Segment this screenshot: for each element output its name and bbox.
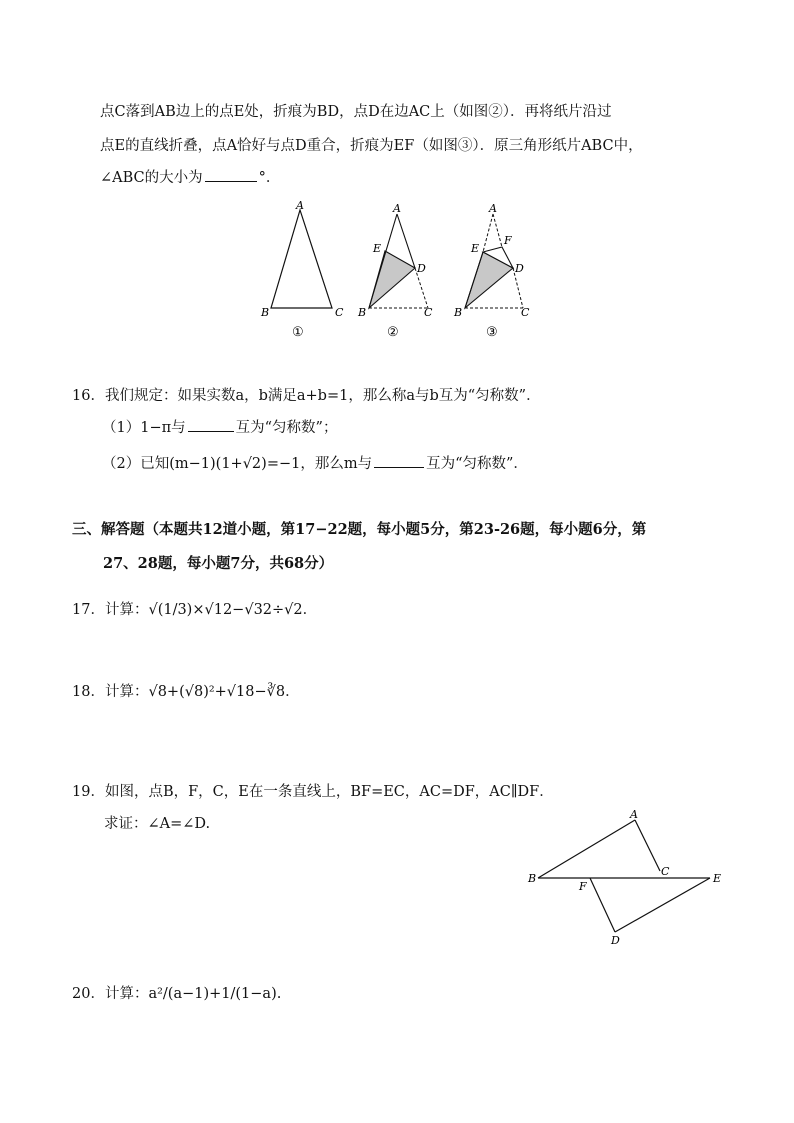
q16-stem xyxy=(72,384,541,405)
answer-blank xyxy=(374,466,424,468)
q19-label-b: B xyxy=(528,872,537,885)
q19-label-c: C xyxy=(661,865,670,878)
q19-number: 19． xyxy=(72,784,105,800)
fig3-label-f: F xyxy=(504,234,512,247)
q16-number: 16． xyxy=(72,388,105,404)
answer-blank xyxy=(188,430,234,432)
q15-line1: 点C落到AB边上的点E处，折痕为BD，点D在边AC上（如图②）．再将纸片沿过 xyxy=(100,104,612,120)
fig1-label-c: C xyxy=(335,306,344,319)
section-3-title: 三、解答题（本题共12道小题，第17−22题，每小题5分，第23-26题，每小题6分，第 xyxy=(72,521,647,538)
fold-figures xyxy=(255,198,545,348)
q19-figure xyxy=(520,806,730,952)
q17 xyxy=(72,598,317,619)
figure-2 xyxy=(357,202,433,340)
q16-sub2-pre: （2）已知(m−1)(1+√2)=−1，那么m与 xyxy=(102,456,373,472)
q15-line3 xyxy=(100,166,280,187)
q17-number: 17． xyxy=(72,602,105,618)
q17-label: 计算： xyxy=(104,602,149,618)
fig2-label-b: B xyxy=(358,306,367,319)
fig3-caption: ③ xyxy=(486,325,498,340)
q20-label: 计算： xyxy=(104,986,149,1002)
q18-label: 计算： xyxy=(104,684,149,700)
q16-text: 我们规定：如果实数a，b满足a+b=1，那么称a与b互为“匀称数”． xyxy=(104,388,541,404)
fig2-label-e: E xyxy=(373,242,382,255)
q15-line3-post: °． xyxy=(258,170,281,186)
q19-label-d: D xyxy=(611,934,620,947)
fig3-label-e: E xyxy=(471,242,480,255)
q18 xyxy=(72,680,300,701)
fig2-label-d: D xyxy=(417,262,426,275)
q18-number: 18． xyxy=(72,684,105,700)
fig1-caption: ① xyxy=(292,325,304,340)
q19-label-a: A xyxy=(630,808,638,821)
q19-stem xyxy=(72,780,554,801)
fig2-label-a: A xyxy=(393,202,401,215)
q19-label-f: F xyxy=(579,880,587,893)
q19-proof: 求证：∠A=∠D. xyxy=(104,816,211,832)
fig2-caption: ② xyxy=(387,325,399,340)
answer-blank xyxy=(205,180,257,182)
q16-sub1-pre: （1）1−π与 xyxy=(102,420,186,436)
q15-line3-pre: ∠ABC的大小为 xyxy=(100,170,203,186)
q20-expression: a²/(a−1)+1/(1−a). xyxy=(148,986,282,1002)
q19-text: 如图，点B，F，C，E在一条直线上，BF=EC，AC=DF，AC∥DF． xyxy=(104,784,554,800)
fig3-label-b: B xyxy=(454,306,463,319)
section-3-title-cont: 27、28题，每小题7分，共68分） xyxy=(103,555,334,572)
fig3-label-a: A xyxy=(489,202,497,215)
q19-label-e: E xyxy=(713,872,722,885)
q20 xyxy=(72,982,281,1003)
fig3-label-c: C xyxy=(521,306,530,319)
q20-number: 20． xyxy=(72,986,105,1002)
q18-expression: √8+(√8)²+√18−∛8． xyxy=(148,684,300,700)
q16-sub1-post: 互为“匀称数”； xyxy=(235,420,338,436)
fig1-label-a: A xyxy=(296,199,304,212)
fig2-label-c: C xyxy=(424,306,433,319)
fig3-label-d: D xyxy=(515,262,524,275)
q15-line2: 点E的直线折叠，点A恰好与点D重合，折痕为EF（如图③）．原三角形纸片ABC中， xyxy=(100,138,643,154)
figure-1 xyxy=(260,199,344,340)
q16-sub2 xyxy=(102,452,528,473)
q17-expression: √(1/3)×√12−√32÷√2． xyxy=(148,602,318,618)
q16-sub2-post: 互为“匀称数”． xyxy=(426,456,528,472)
fig1-label-b: B xyxy=(261,306,270,319)
figure-3 xyxy=(453,202,530,340)
q16-sub1 xyxy=(102,416,337,437)
